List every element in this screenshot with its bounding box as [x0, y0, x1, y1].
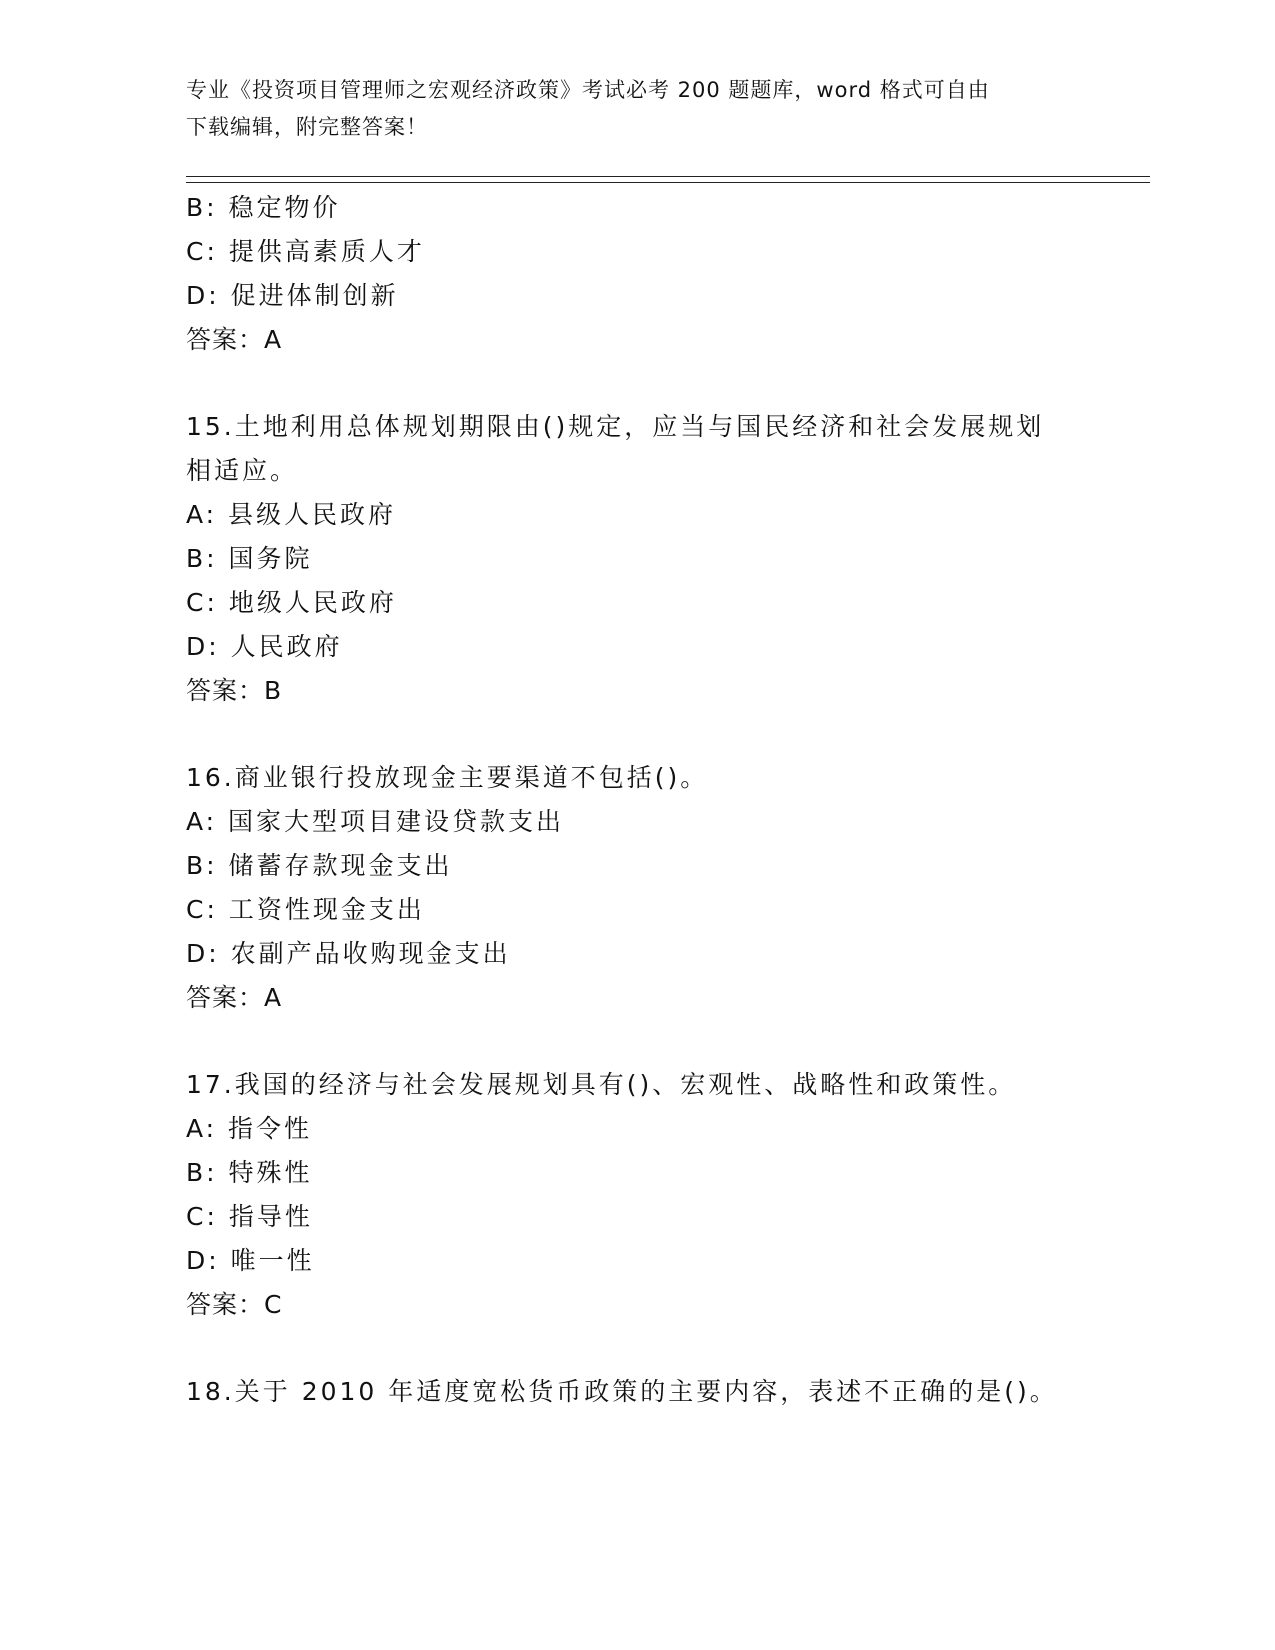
- q17-option-d: D: 唯一性: [186, 1246, 315, 1275]
- document-header: [186, 72, 1066, 146]
- q16-option-c: C: 工资性现金支出: [186, 895, 425, 924]
- q18-stem: 18.关于 2010 年适度宽松货币政策的主要内容，表述不正确的是()。: [186, 1377, 1058, 1406]
- q14-answer: 答案：A: [186, 325, 283, 354]
- q14-option-d: D: 促进体制创新: [186, 281, 399, 310]
- q15-stem-line-1: 15.土地利用总体规划期限由()规定，应当与国民经济和社会发展规划: [186, 412, 1045, 441]
- q16-option-d: D: 农副产品收购现金支出: [186, 939, 511, 968]
- q15-answer: 答案：B: [186, 676, 283, 705]
- q15-option-c: C: 地级人民政府: [186, 588, 397, 617]
- q17-option-b: B: 特殊性: [186, 1158, 313, 1187]
- q17-option-c: C: 指导性: [186, 1202, 313, 1231]
- q15-option-b: B: 国务院: [186, 544, 313, 573]
- q15-option-a: A: 县级人民政府: [186, 500, 397, 529]
- q16-option-a: A: 国家大型项目建设贷款支出: [186, 807, 565, 836]
- q15-option-d: D: 人民政府: [186, 632, 343, 661]
- header-line-2: 下载编辑，附完整答案！: [186, 115, 428, 139]
- header-line-1: 专业《投资项目管理师之宏观经济政策》考试必考 200 题题库，word 格式可自由: [186, 78, 990, 102]
- q15-stem-line-2: 相适应。: [186, 456, 299, 485]
- header-divider-top: [186, 176, 1150, 177]
- q17-answer: 答案：C: [186, 1290, 283, 1319]
- header-divider-bottom: [186, 182, 1150, 183]
- q16-stem: 16.商业银行投放现金主要渠道不包括()。: [186, 763, 709, 792]
- q17-stem: 17.我国的经济与社会发展规划具有()、宏观性、战略性和政策性。: [186, 1070, 1017, 1099]
- q14-option-b: B: 稳定物价: [186, 193, 341, 222]
- q17-option-a: A: 指令性: [186, 1114, 313, 1143]
- q16-option-b: B: 储蓄存款现金支出: [186, 851, 453, 880]
- q14-option-c: C: 提供高素质人才: [186, 237, 425, 266]
- q16-answer: 答案：A: [186, 983, 283, 1012]
